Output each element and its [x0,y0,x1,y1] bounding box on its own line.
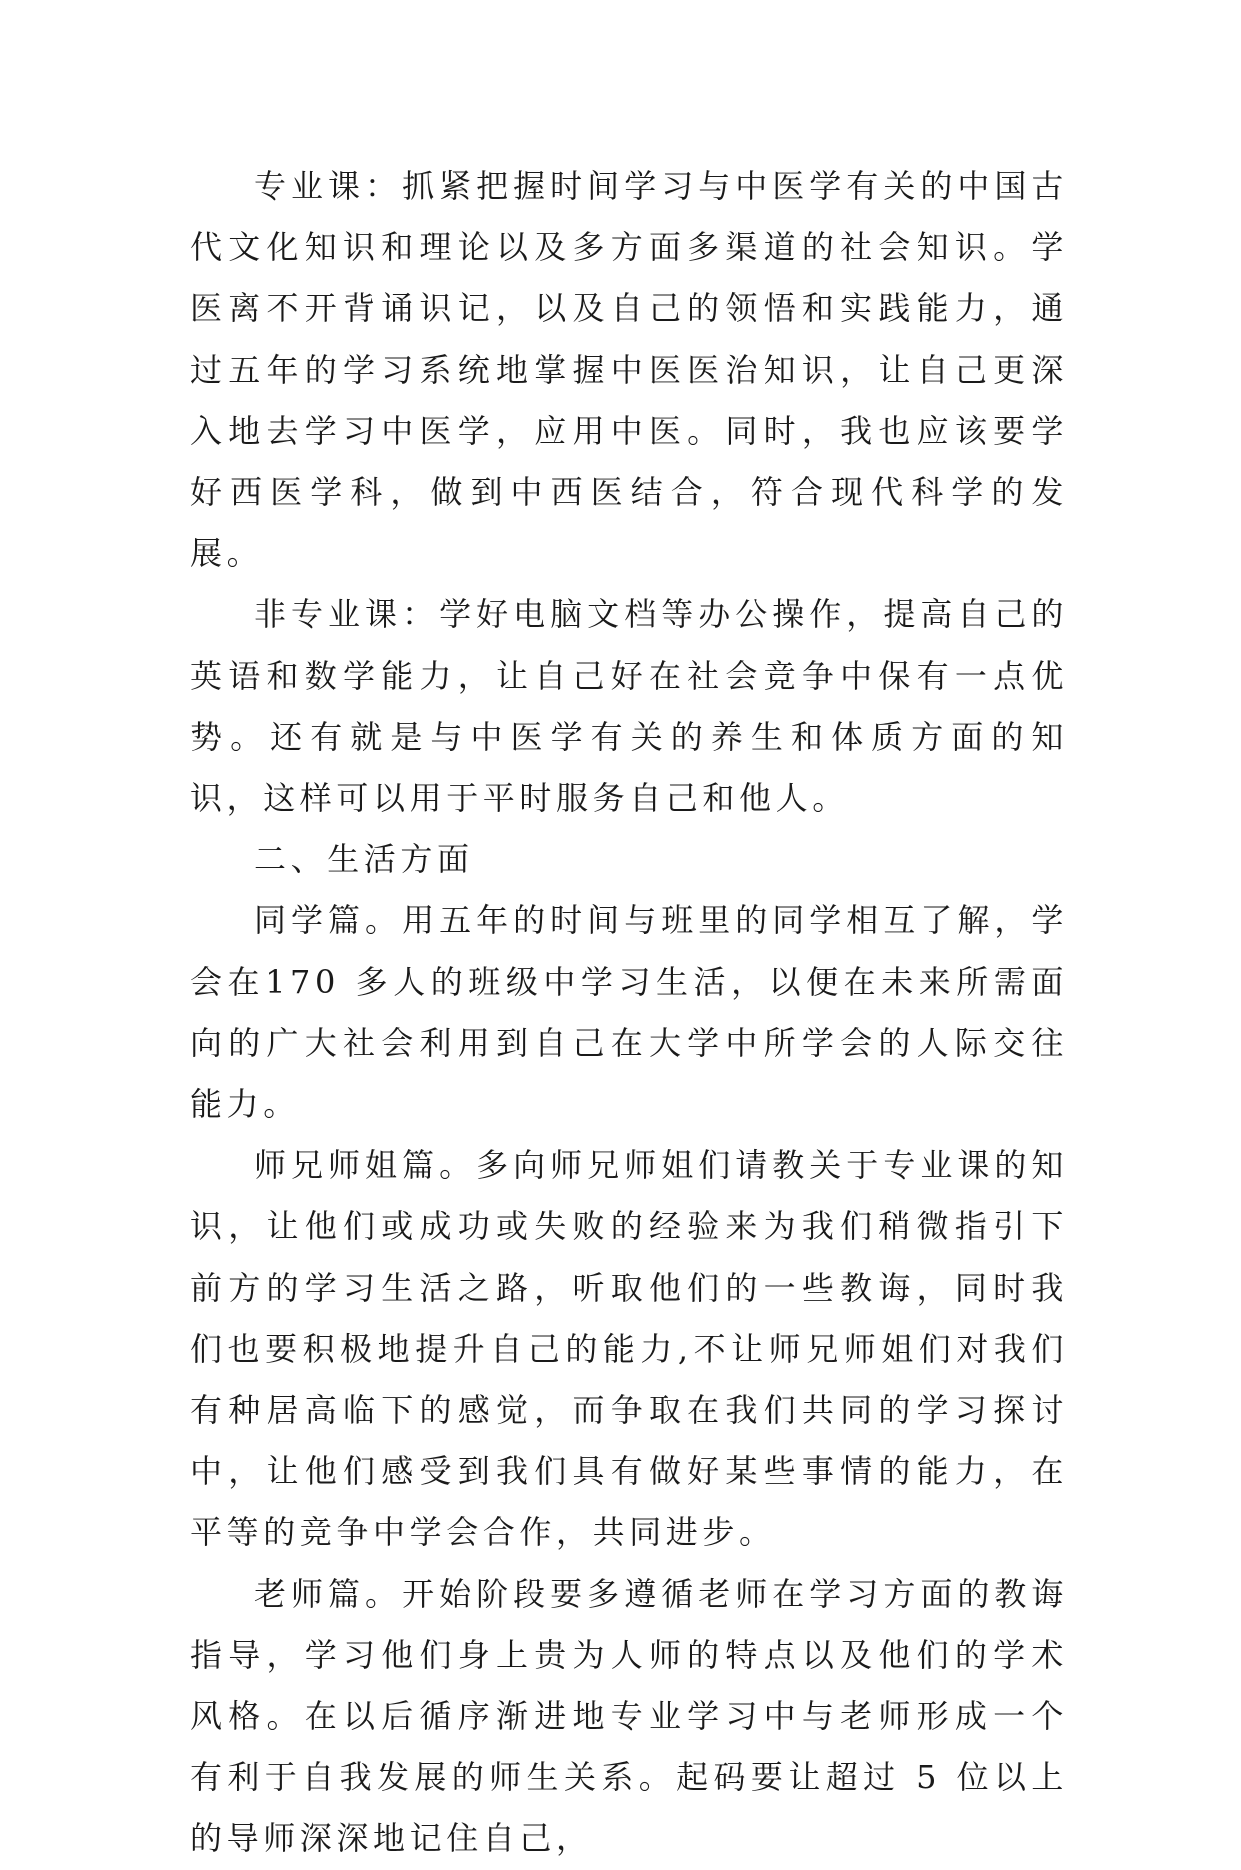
paragraph-seniors: 师兄师姐篇。多向师兄师姐们请教关于专业课的知识，让他们或成功或失败的经验来为我们稍微指引下前方的学习生活之路，听取他们的一些教诲，同时我们也要积极地提升自己的能力,不让师兄师姐们对我们有种居高临下的感觉，而争取在我们共同的学习探讨中，让他们感受到我们具有做好某些事情的能力，在平等的竞争中学会合作，共同进步。 [190,1146,1068,1552]
paragraph-major-courses: 专业课：抓紧把握时间学习与中医学有关的中国古代文化知识和理论以及多方面多渠道的社会知识。学医离不开背诵识记，以及自己的领悟和实践能力，通过五年的学习系统地掌握中医医治知识，让自己更深入地去学习中医学，应用中医。同时，我也应该要学好西医学科，做到中西医结合，符合现代科学的发展。 [190,167,1068,573]
section-heading-life: 二、生活方面 [254,840,474,879]
document-body [190,156,1068,1870]
paragraph-non-major-courses: 非专业课：学好电脑文档等办公操作，提高自己的英语和数学能力，让自己好在社会竞争中保有一点优势。还有就是与中医学有关的养生和体质方面的知识，这样可以用于平时服务自己和他人。 [190,595,1068,818]
paragraph-classmates: 同学篇。用五年的时间与班里的同学相互了解，学会在170 多人的班级中学习生活，以便在未来所需面向的广大社会利用到自己在大学中所学会的人际交往能力。 [190,901,1068,1124]
paragraph-teachers: 老师篇。开始阶段要多遵循老师在学习方面的教诲指导，学习他们身上贵为人师的特点以及他们的学术风格。在以后循序渐进地专业学习中与老师形成一个有利于自我发展的师生关系。起码要让超过 5 位以上的导师深深地记住自己， [190,1574,1068,1858]
